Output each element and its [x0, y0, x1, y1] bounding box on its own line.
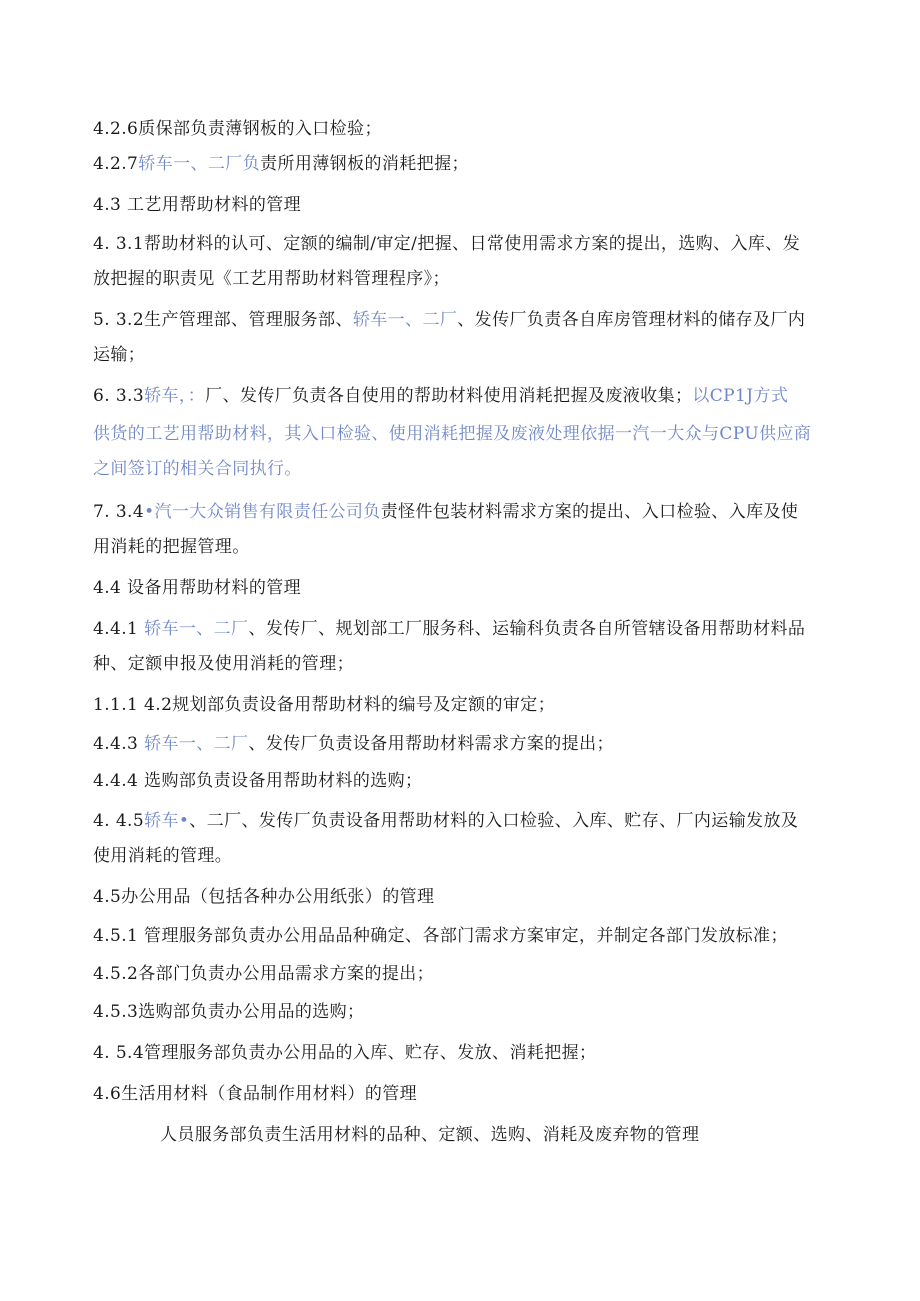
text-segment: 厂、发传厂负责各自使用的帮助材料使用消耗把握及废液收集；: [205, 386, 693, 406]
text-line: [93, 501, 798, 523]
text-segment: 4.5.1 管理服务部负责办公用品品种确定、各部门需求方案审定，并制定各部门发放标准；: [93, 926, 788, 946]
text-line: [93, 458, 302, 480]
text-line: [160, 1124, 699, 1146]
text-line: [93, 1001, 364, 1023]
text-segment: 、发传厂负责各自库房管理材料的储存及厂内: [457, 310, 806, 330]
text-segment: 责所用薄钢板的消耗把握；: [260, 154, 469, 174]
text-segment: 4.5.3选购部负责办公用品的选购；: [93, 1002, 365, 1022]
highlighted-text: 轿车一、二厂负: [138, 154, 261, 174]
text-line: [93, 385, 788, 407]
text-line: [93, 153, 469, 175]
highlighted-text: 轿车•: [144, 811, 190, 831]
text-segment: 6. 3.3: [93, 386, 145, 406]
text-segment: 5. 3.2生产管理部、管理服务部、: [93, 310, 353, 330]
highlighted-text: 轿车，：: [144, 386, 206, 406]
text-line: [93, 1042, 596, 1064]
text-line: [93, 925, 788, 947]
text-segment: 用消耗的把握管理。: [93, 537, 250, 557]
highlighted-text: 以CP1J方式: [692, 386, 789, 406]
text-segment: 放把握的职责见《工艺用帮助材料管理程序》；: [93, 269, 450, 289]
text-segment: 4.2.7: [93, 154, 139, 174]
text-segment: 4.4.4 选购部负责设备用帮助材料的选购；: [93, 771, 423, 791]
text-line: [93, 770, 422, 792]
text-line: [93, 233, 800, 255]
text-segment: 4. 4.5: [93, 811, 145, 831]
text-segment: 种、定额申报及使用消耗的管理；: [93, 654, 354, 674]
text-line: [93, 536, 250, 558]
text-segment: 4.5.2各部门负责办公用品需求方案的提出；: [93, 964, 435, 984]
text-segment: 、发传厂、规划部工厂服务科、运输科负责各自所管辖设备用帮助材料品: [248, 619, 806, 639]
text-line: [93, 963, 434, 985]
text-segment: 4.3 工艺用帮助材料的管理: [93, 195, 302, 215]
text-segment: 责怪件包装材料需求方案的提出、入口检验、入库及使: [380, 502, 799, 522]
highlighted-text: 之间签订的相关合同执行。: [93, 459, 302, 479]
highlighted-text: 供货的工艺用帮助材料，其入口检验、使用消耗把握及废液处理依据一汽一大众与CPU供应商: [93, 424, 812, 444]
text-segment: 4. 5.4管理服务部负责办公用品的入库、贮存、发放、消耗把握；: [93, 1043, 597, 1063]
text-line: [93, 1083, 417, 1105]
text-segment: 4.4 设备用帮助材料的管理: [93, 578, 302, 598]
highlighted-text: 轿车一、二厂: [144, 619, 249, 639]
text-line: [93, 268, 450, 290]
text-line: [93, 194, 301, 216]
text-segment: 使用消耗的管理。: [93, 846, 233, 866]
text-segment: 7. 3.4: [93, 502, 145, 522]
text-line: [93, 577, 301, 599]
highlighted-text: 轿车一、二厂: [352, 310, 458, 330]
text-segment: 1.1.1 4.2规划部负责设备用帮助材料的编号及定额的审定；: [93, 695, 556, 715]
text-line: [93, 423, 811, 445]
text-line: [93, 344, 145, 366]
text-segment: 4. 3.1帮助材料的认可、定额的编制/审定/把握、日常使用需求方案的提出，选购、入库、发: [93, 234, 801, 254]
text-segment: 人员服务部负责生活用材料的品种、定额、选购、消耗及废弃物的管理: [160, 1125, 700, 1145]
text-line: [93, 733, 614, 755]
text-line: [93, 694, 555, 716]
text-segment: 4.4.1: [93, 619, 145, 639]
text-segment: 4.4.3: [93, 734, 145, 754]
text-line: [93, 618, 805, 640]
text-segment: 运输；: [93, 345, 146, 365]
text-line: [93, 653, 354, 675]
text-line: [93, 845, 232, 867]
highlighted-text: 轿车一、二厂: [144, 734, 249, 754]
text-line: [93, 118, 382, 140]
text-line: [93, 810, 798, 832]
text-line: [93, 309, 805, 331]
text-segment: 4.2.6质保部负责薄钢板的入口检验；: [93, 119, 382, 139]
highlighted-text: •汽一大众销售有限责任公司负: [144, 502, 381, 522]
text-segment: 、发传厂负责设备用帮助材料需求方案的提出；: [248, 734, 614, 754]
text-line: [93, 886, 434, 908]
text-segment: 4.5办公用品（包括各种办公用纸张）的管理: [93, 887, 435, 907]
text-segment: 、二厂、发传厂负责设备用帮助材料的入口检验、入库、贮存、厂内运输发放及: [189, 811, 799, 831]
text-segment: 4.6生活用材料（食品制作用材料）的管理: [93, 1084, 418, 1104]
